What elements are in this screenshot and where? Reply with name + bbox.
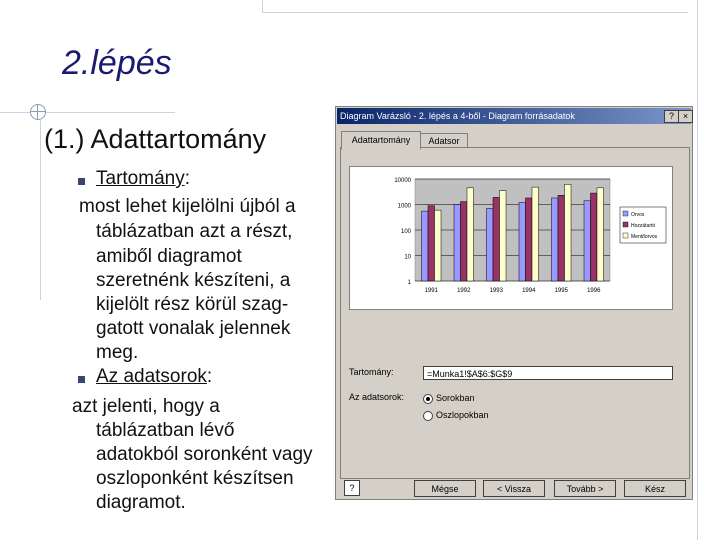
y-tick-label: 10 (404, 254, 411, 261)
decor-left-vrule (40, 120, 41, 300)
x-tick-label: 1995 (554, 288, 568, 294)
x-tick-label: 1996 (587, 288, 601, 294)
bullet-square-icon (78, 376, 85, 383)
y-tick-label: 1000 (397, 203, 411, 210)
bullet2-line: táblázatban lévő (96, 420, 235, 441)
columns-radio-label[interactable]: Oszlopokban (436, 410, 489, 420)
tab-adattartomany[interactable]: Adattartomány (341, 131, 421, 150)
close-button[interactable]: × (678, 110, 693, 123)
tab-adatsor[interactable]: Adatsor (420, 133, 468, 148)
bar (467, 188, 474, 281)
bar (428, 206, 435, 281)
decor-left-rule (0, 112, 175, 113)
bar (526, 198, 533, 281)
range-label: Tartomány: (349, 367, 394, 377)
section-title: (1.) Adattartomány (44, 124, 267, 154)
bullet2-line: azt jelenti, hogy a (72, 396, 220, 417)
help-title-button[interactable]: ? (664, 110, 679, 123)
bullet-square-icon (78, 178, 85, 185)
bar (454, 205, 461, 282)
series-label: Az adatsorok: (349, 392, 405, 402)
decor-top-rule (262, 0, 688, 13)
slide-title: 2.lépés (62, 44, 172, 82)
x-tick-label: 1991 (424, 288, 438, 294)
bullet1-line: gatott vonalak jelennek (96, 318, 291, 339)
bar (422, 211, 429, 281)
x-tick-label: 1993 (489, 288, 503, 294)
bar (597, 188, 604, 281)
bar (552, 198, 559, 281)
y-tick-label: 100 (400, 229, 411, 235)
bar (461, 202, 468, 281)
chart-wizard-dialog (335, 106, 693, 500)
dialog-titlebar: Diagram Varázsló - 2. lépés a 4-ből - Diagram forrásadatok (337, 108, 691, 124)
legend-swatch (623, 233, 628, 238)
rows-radio-label[interactable]: Sorokban (436, 393, 475, 403)
x-tick-label: 1992 (457, 288, 471, 294)
bullet2-line: oszloponként készítsen (96, 468, 294, 489)
tab-panel (340, 147, 690, 479)
back-button[interactable]: < Vissza (483, 480, 545, 497)
bullet1-line: táblázatban azt a részt, (96, 221, 293, 242)
legend-label: Hozzátartó (631, 223, 656, 229)
y-tick-label: 1 (407, 280, 411, 286)
bar (584, 201, 591, 281)
rows-radio[interactable] (423, 394, 433, 404)
legend-swatch (623, 211, 628, 216)
bar (487, 208, 494, 281)
finish-button[interactable]: Kész (624, 480, 686, 497)
chart-preview (349, 166, 673, 310)
bullet2-heading: Az adatsorok: (96, 366, 213, 387)
bullet1-line: most lehet kijelölni újból a (79, 196, 296, 217)
x-tick-label: 1994 (522, 288, 536, 294)
legend-label: Mentőorvos (631, 234, 658, 240)
bar (565, 184, 572, 281)
bar (493, 197, 500, 281)
legend-label: Orvos (631, 212, 645, 218)
bullet1-heading: Tartomány: (96, 168, 190, 189)
bullet2-line: adatokból soronként vagy (96, 444, 313, 465)
bullet2-line: diagramot. (96, 492, 186, 513)
range-input[interactable]: =Munka1!$A$6:$G$9 (423, 366, 673, 380)
bar (532, 187, 539, 281)
help-icon[interactable]: ? (344, 480, 360, 496)
decor-right-rule (697, 0, 698, 540)
bar (519, 202, 526, 281)
legend-swatch (623, 222, 628, 227)
bar (591, 193, 598, 281)
y-tick-label: 10000 (394, 178, 411, 184)
decor-crosshair-icon (30, 104, 46, 120)
bullet1-line: szeretnénk készíteni, a (96, 270, 291, 291)
bullet1-line: meg. (96, 342, 139, 363)
next-button[interactable]: Tovább > (554, 480, 616, 497)
chart-svg (350, 167, 670, 307)
bar (500, 191, 507, 281)
bar (435, 210, 442, 281)
columns-radio[interactable] (423, 411, 433, 421)
bar (558, 195, 565, 281)
cancel-button[interactable]: Mégse (414, 480, 476, 497)
bullet1-line: kijelölt rész körül szag- (96, 294, 289, 315)
bullet1-line: amiből diagramot (96, 246, 242, 267)
